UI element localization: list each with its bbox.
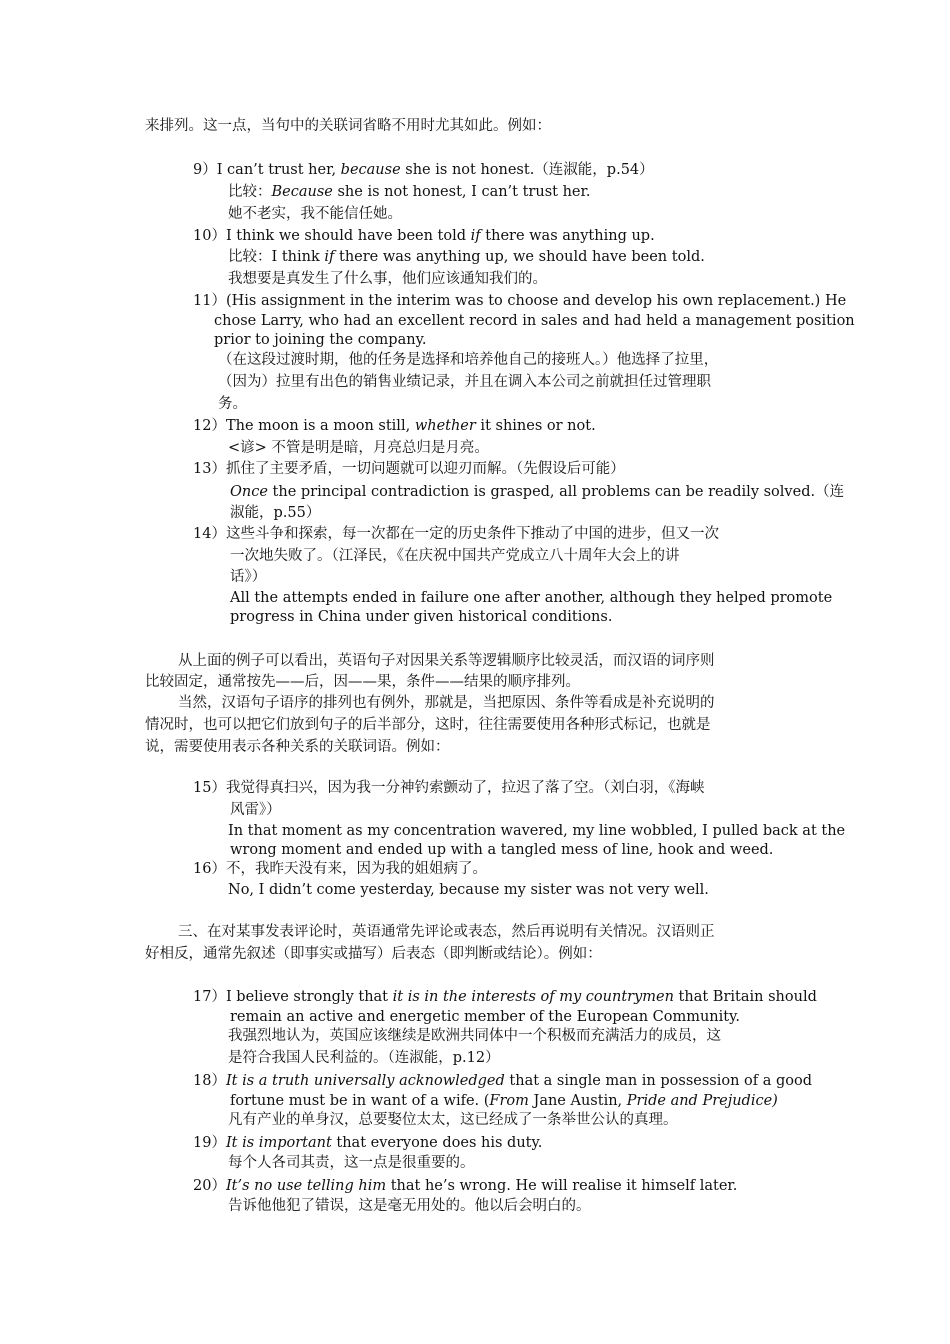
- paragraph-line: 比较固定，通常按先——后，因——果，条件——结果的顺序排列。: [145, 674, 580, 690]
- example-14-chinese: 14）这些斗争和探索，每一次都在一定的历史条件下推动了中国的进步，但又一次: [193, 526, 719, 542]
- example-15-chinese: 15）我觉得真扫兴，因为我一分神钓索颤动了，拉迟了落了空。（刘白羽，《海峡: [193, 780, 705, 796]
- example-18-chinese: 凡有产业的单身汉，总要娶位太太，这已经成了一条举世公认的真理。: [228, 1112, 678, 1128]
- example-13-chinese: 13）抓住了主要矛盾，一切问题就可以迎刃而解。（先假设后可能）: [193, 461, 625, 477]
- example-9-english: 9）I can’t trust her, because she is not honest.（连淑能，p.54）: [193, 162, 654, 178]
- example-16-english: No, I didn’t come yesterday, because my sister was not very well.: [228, 882, 709, 898]
- example-10-compare: 比较：I think if there was anything up, we should have been told.: [228, 249, 705, 265]
- example-9-compare: 比较：Because she is not honest, I can’t trust her.: [228, 184, 591, 200]
- example-10-chinese: 我想要是真发生了什么事，他们应该通知我们的。: [228, 271, 547, 287]
- example-14-english: progress in China under given historical conditions.: [230, 609, 613, 625]
- example-15-english: In that moment as my concentration wavered, my line wobbled, I pulled back at the: [228, 823, 846, 839]
- paragraph-line: 好相反，通常先叙述（即事实或描写）后表态（即判断或结论）。例如：: [145, 946, 602, 962]
- example-17-english: 17）I believe strongly that it is in the interests of my countrymen that Britain should: [193, 989, 817, 1005]
- example-15-english: wrong moment and ended up with a tangled mess of line, hook and weed.: [230, 842, 774, 858]
- paragraph-line: 说，需要使用表示各种关系的关联词语。例如：: [145, 739, 450, 755]
- example-11-english: chose Larry, who had an excellent record in sales and had held a management position: [214, 313, 855, 329]
- example-17-english: remain an active and energetic member of the European Community.: [230, 1009, 740, 1025]
- example-13-source: 淑能，p.55）: [230, 505, 321, 521]
- example-18-english: fortune must be in want of a wife. (From Jane Austin, Pride and Prejudice): [230, 1093, 778, 1109]
- paragraph-line: 当然，汉语句子语序的排列也有例外，那就是，当把原因、条件等看成是补充说明的: [178, 695, 715, 711]
- example-20-chinese: 告诉他他犯了错误，这是毫无用处的。他以后会明白的。: [228, 1198, 591, 1214]
- example-14-chinese: 一次地失败了。（江泽民，《在庆祝中国共产党成立八十周年大会上的讲: [230, 548, 680, 564]
- example-17-chinese: 我强烈地认为，英国应该继续是欧洲共同体中一个积极而充满活力的成员，这: [228, 1028, 721, 1044]
- example-11-english: prior to joining the company.: [214, 332, 427, 348]
- example-15-chinese: 风雷》）: [230, 802, 281, 818]
- paragraph-line: 情况时，也可以把它们放到句子的后半部分，这时，往往需要使用各种形式标记，也就是: [145, 717, 711, 733]
- example-10-english: 10）I think we should have been told if there was anything up.: [193, 228, 655, 244]
- example-12-chinese: <谚> 不管是明是暗，月亮总归是月亮。: [228, 440, 489, 456]
- example-12-english: 12）The moon is a moon still, whether it shines or not.: [193, 418, 596, 434]
- paragraph-line: 从上面的例子可以看出，英语句子对因果关系等逻辑顺序比较灵活，而汉语的词序则: [178, 653, 715, 669]
- example-9-chinese: 她不老实，我不能信任她。: [228, 206, 402, 222]
- example-13-english: Once the principal contradiction is grasped, all problems can be readily solved.（连: [230, 484, 845, 500]
- example-11-chinese: （在这段过渡时期，他的任务是选择和培养他自己的接班人。）他选择了拉里，: [218, 352, 719, 368]
- example-14-english: All the attempts ended in failure one after another, although they helped promote: [230, 590, 833, 606]
- paragraph-line: 三、在对某事发表评论时，英语通常先评论或表态，然后再说明有关情况。汉语则正: [178, 924, 715, 940]
- example-16-chinese: 16）不，我昨天没有来，因为我的姐姐病了。: [193, 861, 487, 877]
- example-19-english: 19）It is important that everyone does his duty.: [193, 1135, 543, 1151]
- paragraph-line: 来排列。这一点，当句中的关联词省略不用时尤其如此。例如：: [145, 118, 551, 134]
- example-11-chinese: （因为）拉里有出色的销售业绩记录，并且在调入本公司之前就担任过管理职: [218, 374, 711, 390]
- example-20-english: 20）It’s no use telling him that he’s wrong. He will realise it himself later.: [193, 1178, 738, 1194]
- example-17-chinese: 是符合我国人民利益的。（连淑能，p.12）: [228, 1050, 500, 1066]
- example-19-chinese: 每个人各司其责，这一点是很重要的。: [228, 1155, 475, 1171]
- example-11-chinese: 务。: [218, 396, 247, 412]
- example-14-chinese: 话》）: [230, 569, 267, 585]
- example-11-english: 11）(His assignment in the interim was to choose and develop his own replacement.) He: [193, 293, 847, 309]
- example-18-english: 18）It is a truth universally acknowledged that a single man in possession of a good: [193, 1073, 813, 1089]
